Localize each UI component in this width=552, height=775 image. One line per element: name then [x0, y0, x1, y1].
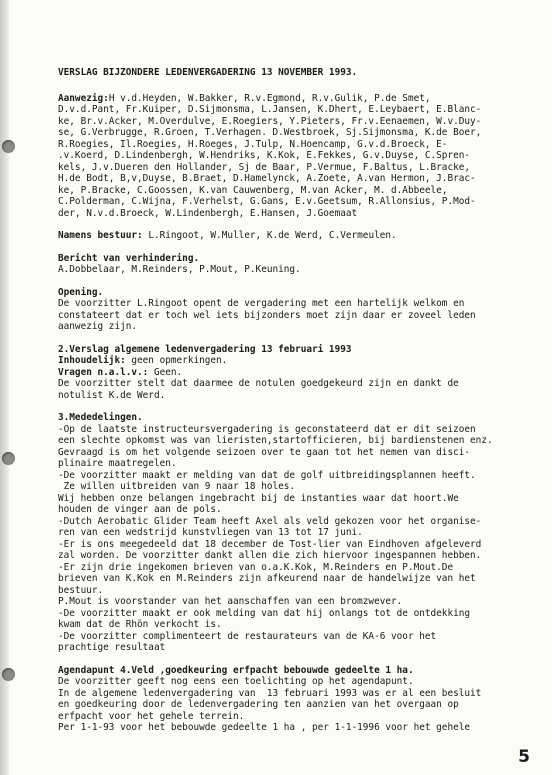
mededelingen-heading: 3.Mededelingen.: [58, 412, 143, 423]
bestuur-label: Namens bestuur:: [58, 230, 143, 241]
punch-hole: [2, 140, 15, 153]
section-bestuur: [58, 230, 498, 242]
aanwezig-line: se, G.Verbrugge, R.Groen, T.Verhagen. D.Westbroek, Sj.Sijmonsma, K.de Boer,: [58, 127, 482, 138]
mededelingen-line: -Op de laatste instructeursvergadering is geconstateerd dat er dit seizoen: [58, 423, 476, 435]
mededelingen-line: Wij hebben onze belangen ingebracht bij de instanties waar dat hoort.We: [58, 492, 459, 504]
aanwezig-line: kels, J.v.Dueren den Hollander, Sj de Baar, P.Vermue, F.Baltus, L.Bracke,: [58, 161, 471, 173]
mededelingen-line: P.Mout is voorstander van het aanschaffen van een bromzwever.: [58, 596, 403, 607]
section-agendapunt: [58, 665, 498, 734]
mededelingen-line: -Dutch Aerobatic Glider Team heeft Axel als veld gekozen voor het organise-: [58, 515, 482, 527]
agendapunt-line: erfpacht voor het gehele terrein.: [58, 710, 245, 722]
aanwezig-line: ke, Br.v.Acker, M.Overdulve, E.Roegiers, Y.Pieters, Fr.v.Eenaemen, W.v.Duy-: [58, 115, 482, 127]
verslag-heading: 2.Verslag algemene ledenvergadering 13 februari 1993: [58, 343, 352, 355]
document-body: [58, 67, 498, 734]
vragen-label: Vragen n.a.l.v.:: [58, 366, 149, 378]
mededelingen-line: Ze willen uitbreiden van 9 naar 18 holes.: [58, 481, 296, 492]
verhindering-text: A.Dobbelaar, M.Reinders, P.Mout, P.Keuning.: [58, 264, 301, 275]
section-mededelingen: [58, 412, 498, 654]
document-title: VERSLAG BIJZONDERE LEDENVERGADERING 13 NOVEMBER 1993.: [58, 67, 358, 78]
mededelingen-line: een slechte opkomst was van lieristen,startofficieren, bij bardienstenen enz.: [58, 435, 493, 446]
mededelingen-line: -De voorzitter maakt er melding van dat de golf uitbreidingsplannen heeft.: [58, 469, 476, 481]
opening-line: De voorzitter L.Ringoot opent de vergadering met een hartelijk welkom en: [58, 298, 465, 309]
mededelingen-line: prachtige resultaat: [58, 642, 166, 653]
aanwezig-line: R.Roegies, Il.Roegies, H.Roeges, J.Tulp, N.Hoencamp, G.v.d.Broeck, E-: [58, 138, 448, 150]
mededelingen-line: ren van een wedstrijd kunstvliegen van 13 tot 17 juni.: [58, 527, 363, 538]
mededelingen-line: bestuur.: [58, 584, 104, 596]
aanwezig-line: der, N.v.d.Broeck, W.Lindenbergh, E.Hansen, J.Goemaat: [58, 207, 358, 219]
aanwezig-line: .v.Koerd, D.Lindenbergh, W.Hendriks, K.Kok, E.Fekkes, G.v.Duyse, C.Spren-: [58, 150, 471, 161]
agendapunt-line: De voorzitter geeft nog eens een toelichting op het agendapunt.: [58, 676, 414, 687]
verslag-line: De voorzitter stelt dat daarmee de notulen goedgekeurd zijn en dankt de: [58, 378, 459, 389]
inhoud-text: geen opmerkingen.: [125, 355, 228, 366]
aanwezig-line: D.v.d.Pant, Fr.Kuiper, D.Sijmonsma, L.Jansen, K.Dhert, E.Leybaert, E.Blanc-: [58, 104, 482, 115]
bestuur-text: L.Ringoot, W.Muller, K.de Werd, C.Vermeulen.: [142, 230, 397, 241]
opening-heading: Opening.: [58, 286, 104, 298]
agendapunt-line: en goedkeuring door de ledenvergadering ten aanzien van het overgaan op: [58, 699, 459, 710]
aanwezig-line-0: Aanwezig:H v.d.Heyden, W.Bakker, R.v.Egmond, R.v.Gulik, P.de Smet,: [58, 92, 431, 104]
page-edge-shadow: [0, 0, 9, 775]
mededelingen-line: -De voorzitter complimenteert de restaurateurs van de KA-6 voor het: [58, 630, 437, 642]
verhindering-heading: Bericht van verhindering.: [58, 252, 200, 264]
mededelingen-line: Gevraagd is om het volgende seizoen over te gaan tot het nemen van disci-: [58, 446, 471, 458]
mededelingen-line: -De voorzitter maakt er ook melding van dat hij onlangs tot de ontdekking: [58, 607, 471, 619]
mededelingen-line: brieven van K.Kok en M.Reinders zijn afkeurend naar de handelwijze van het: [58, 573, 476, 584]
aanwezig-label: Aanwezig:: [58, 92, 109, 104]
section-aanwezig: [58, 93, 498, 220]
mededelingen-line: -Er is ons meegedeeld dat 18 december de Tost-lier van Eindhoven afgeleverd: [58, 538, 482, 550]
inhoud-label: Inhoudelijk:: [58, 355, 126, 366]
section-opening: [58, 287, 498, 333]
agendapunt-line: In de algemene ledenvergadering van 13 februari 1993 was er al een besluit: [58, 687, 482, 699]
section-verhindering: [58, 253, 498, 276]
mededelingen-line: kwam dat de Rhön verkocht is.: [58, 619, 222, 630]
opening-line: aanwezig zijn.: [58, 321, 138, 332]
mededelingen-line: plinaire maatregelen.: [58, 458, 177, 469]
aanwezig-line: ke, P.Bracke, C.Goossen, K.van Cauwenberg, M.van Acker, M. d.Abbeele,: [58, 184, 448, 196]
mededelingen-line: zal worden. De voorzitter dankt allen die zich hiervoor ingespannen hebben.: [58, 550, 482, 561]
aanwezig-line: C.Polderman, C.Wijna, F.Verhelst, G.Gans, E.v.Geetsum, R.Allonsius, P.Mod-: [58, 196, 476, 207]
mededelingen-line: -Er zijn drie ingekomen brieven van o.a.K.Kok, M.Reinders en P.Mout.De: [58, 561, 454, 573]
aanwezig-line: H.de Bodt, B,v,Duyse, B.Braet, D.Hamelynck, A.Zoete, A.van Hermon, J.Brac-: [58, 173, 476, 184]
opening-line: constateert dat er toch wel iets bijzonders moet zijn daar er zoveel leden: [58, 309, 476, 321]
mededelingen-line: houden de vinger aan de pols.: [58, 504, 222, 515]
agendapunt-line: Per 1-1-93 voor het bebouwde gedeelte 1 ha , per 1-1-1996 voor het gehele: [58, 722, 471, 733]
vragen-text: Geen.: [148, 366, 183, 378]
page-number: 5: [518, 747, 530, 767]
verslag-line: notulist K.de Werd.: [58, 389, 166, 401]
punch-hole: [2, 452, 15, 465]
section-verslag: [58, 344, 498, 402]
agendapunt-heading: Agendapunt 4.Veld ,goedkeuring erfpacht bebouwde gedeelte 1 ha.: [58, 664, 414, 676]
punch-hole: [2, 668, 15, 681]
